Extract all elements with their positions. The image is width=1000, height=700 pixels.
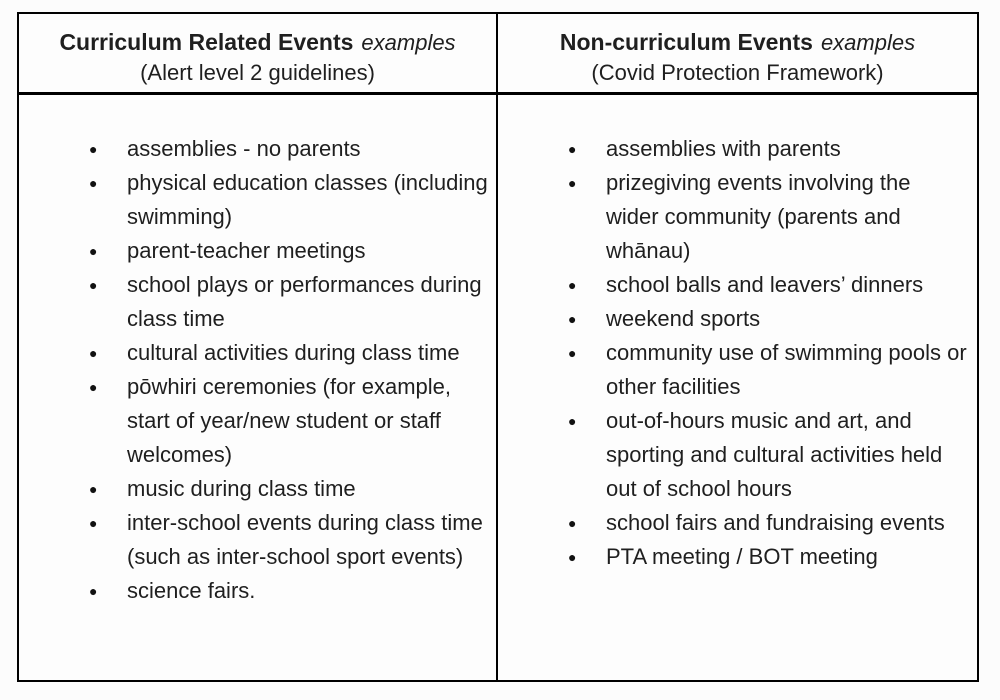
list-item: ● school balls and leavers’ dinners <box>568 268 969 302</box>
curriculum-events-list <box>19 132 496 608</box>
header-non-curriculum-title-line <box>498 27 977 58</box>
list-item: ● science fairs. <box>89 574 488 608</box>
header-curriculum-title: Curriculum Related Events <box>59 29 354 55</box>
list-item: ● out-of-hours music and art, and sporting and cultural activities held out of school hours <box>568 404 969 506</box>
list-item: ● prizegiving events involving the wider community (parents and whānau) <box>568 166 969 268</box>
non-curriculum-events-list <box>498 132 977 574</box>
header-non-curriculum-subtitle: (Covid Protection Framework) <box>591 60 884 85</box>
list-item: ● pōwhiri ceremonies (for example, start of year/new student or staff welcomes) <box>89 370 488 472</box>
header-curriculum-subtitle: (Alert level 2 guidelines) <box>140 60 375 85</box>
non-curriculum-events-cell <box>498 95 977 680</box>
curriculum-events-cell <box>19 95 498 680</box>
list-item: ● music during class time <box>89 472 488 506</box>
header-curriculum-events <box>19 14 498 95</box>
list-item: ● weekend sports <box>568 302 969 336</box>
list-item: ● parent-teacher meetings <box>89 234 488 268</box>
header-curriculum-examples-label: examples <box>361 30 456 55</box>
list-item: ● physical education classes (including swimming) <box>89 166 488 234</box>
header-non-curriculum-title: Non-curriculum Events <box>559 29 813 55</box>
list-item: ● cultural activities during class time <box>89 336 488 370</box>
header-non-curriculum-examples-label: examples <box>820 30 916 55</box>
list-item: ● assemblies with parents <box>568 132 969 166</box>
list-item: ● school plays or performances during class time <box>89 268 488 336</box>
list-item: ● school fairs and fundraising events <box>568 506 969 540</box>
list-item: ● inter-school events during class time (such as inter-school sport events) <box>89 506 488 574</box>
list-item: ● PTA meeting / BOT meeting <box>568 540 969 574</box>
events-comparison-table <box>17 12 979 682</box>
list-item: ● community use of swimming pools or other facilities <box>568 336 969 404</box>
header-curriculum-title-line <box>19 27 496 58</box>
header-non-curriculum-events <box>498 14 977 95</box>
list-item: ● assemblies - no parents <box>89 132 488 166</box>
